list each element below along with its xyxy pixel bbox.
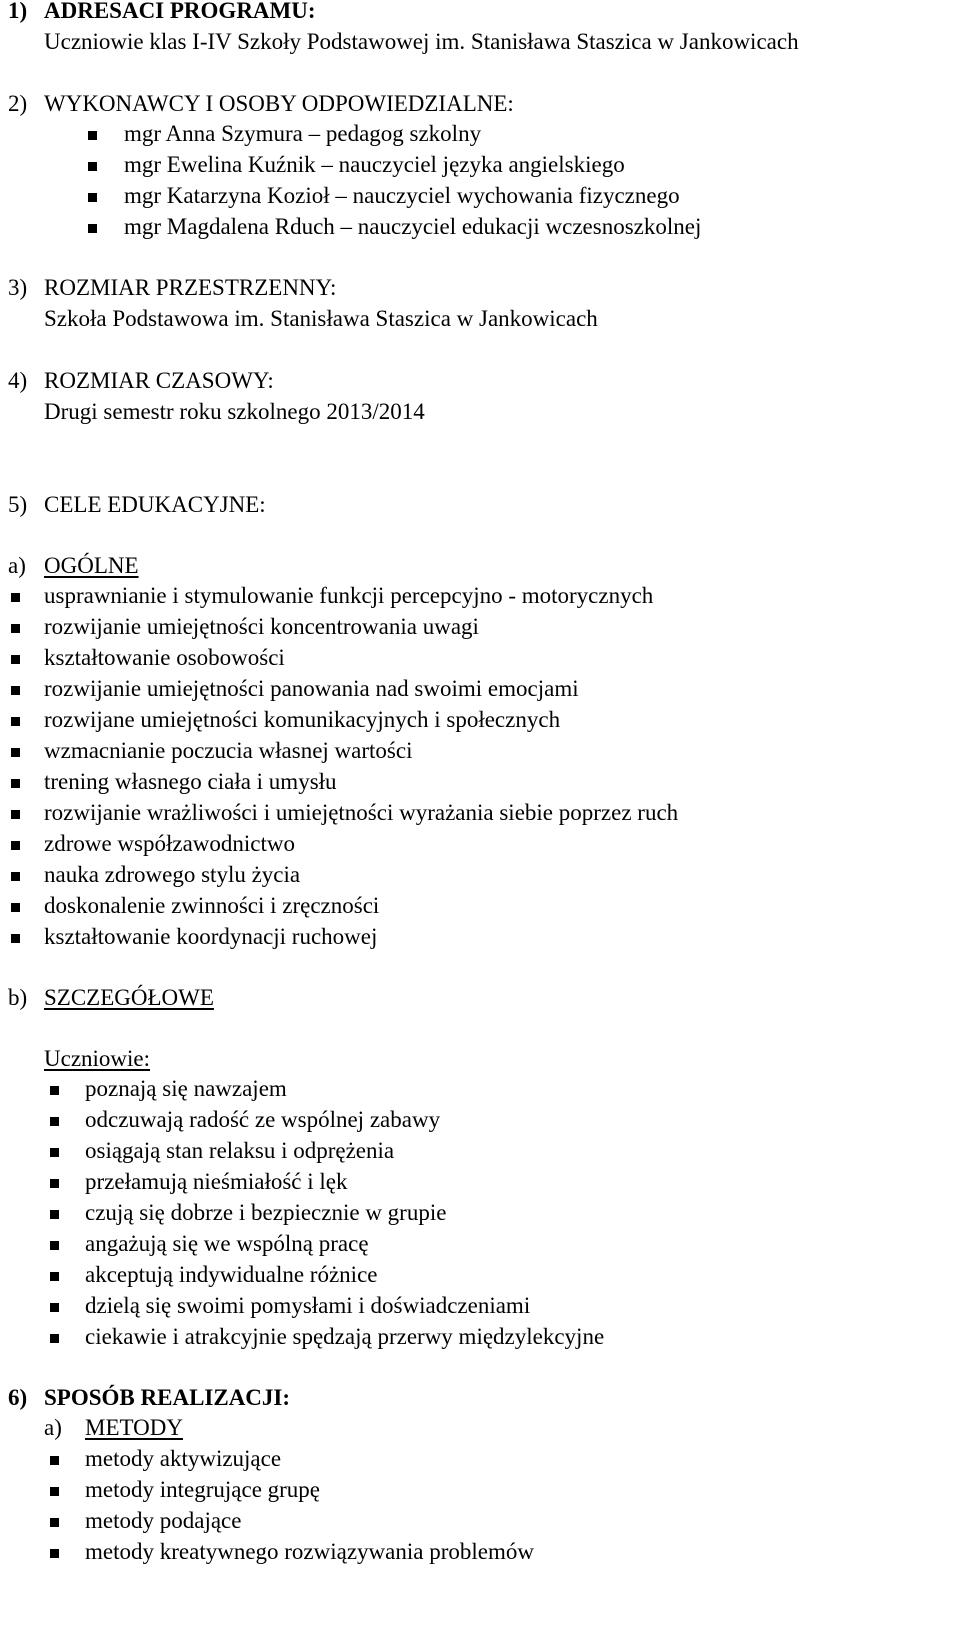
- section-number: 2): [8, 91, 28, 116]
- section-title: ROZMIAR CZASOWY:: [44, 368, 274, 393]
- list-item: metody aktywizujące: [85, 1446, 282, 1471]
- section-number: 6): [8, 1385, 28, 1410]
- list-item: mgr Anna Szymura – pedagog szkolny: [124, 121, 482, 146]
- bullet-square-icon: [50, 1549, 59, 1558]
- bullet-square-icon: [11, 624, 20, 633]
- section-5-heading: [8, 489, 266, 521]
- subsection-title: OGÓLNE: [44, 553, 139, 578]
- bullet-square-icon: [50, 1272, 59, 1281]
- section-number: 4): [8, 368, 28, 393]
- list-item: ciekawie i atrakcyjnie spędzają przerwy międzylekcyjne: [85, 1324, 605, 1349]
- section-3-heading: [8, 272, 336, 304]
- section-title: ROZMIAR PRZESTRZENNY:: [44, 275, 337, 300]
- bullet-square-icon: [88, 193, 97, 202]
- list-item: rozwijane umiejętności komunikacyjnych i społecznych: [44, 707, 561, 732]
- bullet-square-icon: [11, 717, 20, 726]
- list-item: odczuwają radość ze wspólnej zabawy: [85, 1107, 441, 1132]
- bullet-square-icon: [50, 1241, 59, 1250]
- bullet-square-icon: [50, 1303, 59, 1312]
- section-4-heading: [8, 365, 274, 397]
- list-item: metody kreatywnego rozwiązywania problemów: [85, 1539, 534, 1564]
- subsection-methods-heading: [44, 1412, 183, 1444]
- bullet-square-icon: [11, 748, 20, 757]
- list-item: metody integrujące grupę: [85, 1477, 321, 1502]
- list-item: usprawnianie i stymulowanie funkcji percepcyjno - motorycznych: [44, 583, 654, 608]
- bullet-square-icon: [88, 224, 97, 233]
- subsection-label: b): [8, 985, 28, 1010]
- section-1-heading: [8, 0, 316, 27]
- subsection-title: SZCZEGÓŁOWE: [44, 985, 214, 1010]
- bullet-square-icon: [11, 686, 20, 695]
- bullet-square-icon: [50, 1334, 59, 1343]
- list-item: mgr Ewelina Kuźnik – nauczyciel języka angielskiego: [124, 152, 625, 177]
- list-item: metody podające: [85, 1508, 242, 1533]
- subsection-label: a): [8, 553, 26, 578]
- section-6-heading: [8, 1382, 290, 1414]
- bullet-square-icon: [50, 1518, 59, 1527]
- section-number: 1): [8, 0, 28, 23]
- list-item: angażują się we wspólną pracę: [85, 1231, 369, 1256]
- bullet-square-icon: [50, 1117, 59, 1126]
- section-3-text: Szkoła Podstawowa im. Stanisława Staszica w Jankowicach: [44, 306, 598, 331]
- list-item: mgr Magdalena Rduch – nauczyciel edukacji wczesnoszkolnej: [124, 214, 702, 239]
- list-item: doskonalenie zwinności i zręczności: [44, 893, 380, 918]
- list-item: rozwijanie umiejętności koncentrowania uwagi: [44, 614, 479, 639]
- bullet-square-icon: [11, 872, 20, 881]
- list-item: akceptują indywidualne różnice: [85, 1262, 378, 1287]
- list-item: mgr Katarzyna Kozioł – nauczyciel wychowania fizycznego: [124, 183, 680, 208]
- section-title: WYKONAWCY I OSOBY ODPOWIEDZIALNE:: [44, 91, 514, 116]
- list-item: wzmacnianie poczucia własnej wartości: [44, 738, 413, 763]
- section-4-text: Drugi semestr roku szkolnego 2013/2014: [44, 399, 425, 424]
- bullet-square-icon: [50, 1179, 59, 1188]
- bullet-square-icon: [11, 779, 20, 788]
- list-item: przełamują nieśmiałość i lęk: [85, 1169, 348, 1194]
- list-item: trening własnego ciała i umysłu: [44, 769, 337, 794]
- list-item: dzielą się swoimi pomysłami i doświadczeniami: [85, 1293, 531, 1318]
- bullet-square-icon: [11, 810, 20, 819]
- list-item: osiągają stan relaksu i odprężenia: [85, 1138, 395, 1163]
- bullet-square-icon: [50, 1148, 59, 1157]
- section-2-heading: [8, 88, 514, 120]
- bullet-square-icon: [50, 1456, 59, 1465]
- subsection-title: METODY: [85, 1415, 183, 1440]
- section-1-text: Uczniowie klas I-IV Szkoły Podstawowej im. Stanisława Staszica w Jankowicach: [44, 29, 799, 54]
- subsection-label: a): [44, 1415, 62, 1440]
- bullet-square-icon: [88, 131, 97, 140]
- bullet-square-icon: [11, 593, 20, 602]
- subsection-a-heading: [8, 550, 139, 582]
- students-label: Uczniowie:: [44, 1046, 151, 1071]
- section-title: SPOSÓB REALIZACJI:: [44, 1385, 291, 1410]
- subsection-b-heading: [8, 982, 214, 1014]
- bullet-square-icon: [50, 1210, 59, 1219]
- list-item: czują się dobrze i bezpiecznie w grupie: [85, 1200, 447, 1225]
- bullet-square-icon: [11, 903, 20, 912]
- list-item: zdrowe współzawodnictwo: [44, 831, 296, 856]
- section-title: CELE EDUKACYJNE:: [44, 492, 266, 517]
- bullet-square-icon: [11, 655, 20, 664]
- section-number: 5): [8, 492, 28, 517]
- bullet-square-icon: [11, 841, 20, 850]
- list-item: rozwijanie umiejętności panowania nad swoimi emocjami: [44, 676, 579, 701]
- section-number: 3): [8, 275, 28, 300]
- list-item: kształtowanie koordynacji ruchowej: [44, 924, 378, 949]
- list-item: kształtowanie osobowości: [44, 645, 285, 670]
- bullet-square-icon: [88, 162, 97, 171]
- list-item: poznają się nawzajem: [85, 1076, 287, 1101]
- list-item: rozwijanie wrażliwości i umiejętności wyrażania siebie poprzez ruch: [44, 800, 679, 825]
- bullet-square-icon: [11, 934, 20, 943]
- bullet-square-icon: [50, 1086, 59, 1095]
- bullet-square-icon: [50, 1487, 59, 1496]
- list-item: nauka zdrowego stylu życia: [44, 862, 301, 887]
- section-title: ADRESACI PROGRAMU:: [44, 0, 316, 23]
